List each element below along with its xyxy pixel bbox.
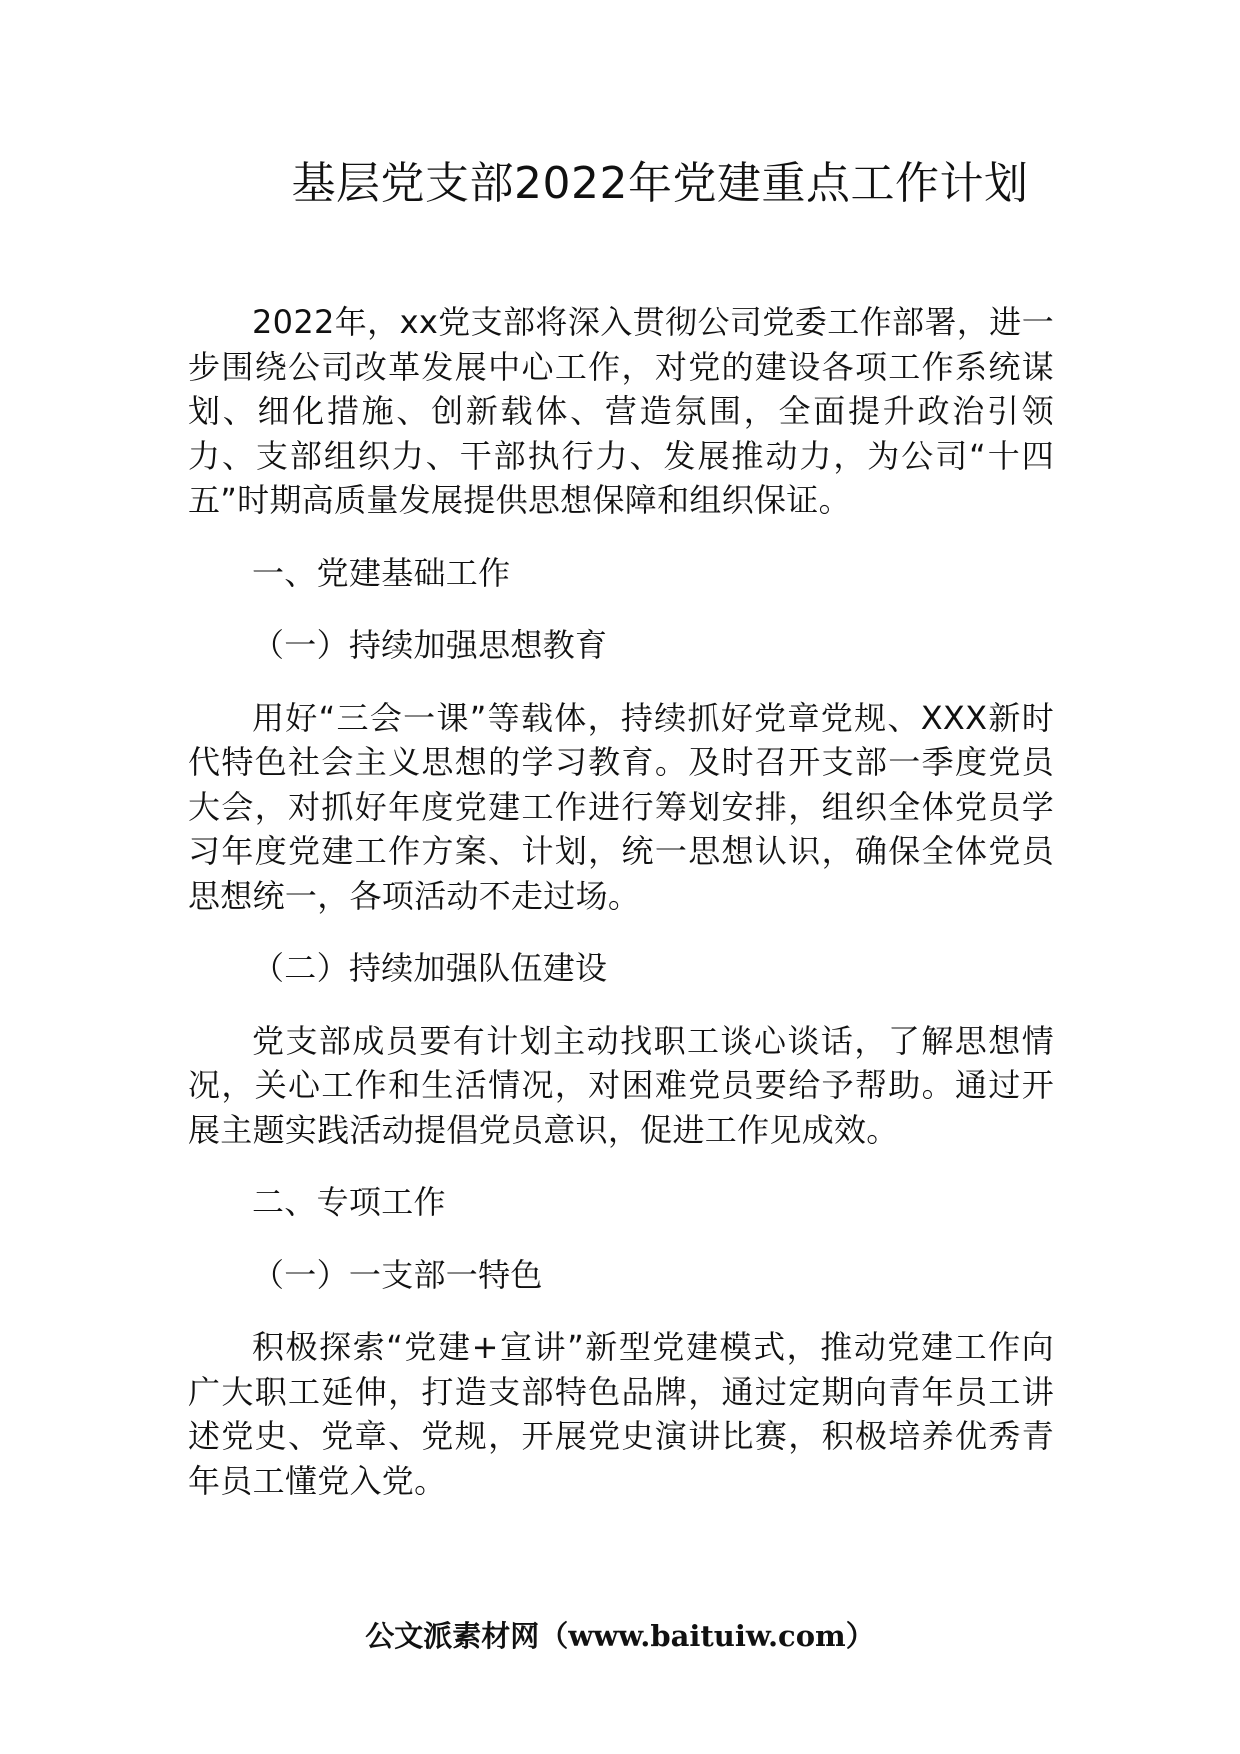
subsection-heading-team-building: （二）持续加强队伍建设 <box>252 949 608 987</box>
subsection-heading-branch-feature: （一）一支部一特色 <box>252 1255 543 1294</box>
ideology-education-paragraph: 用好“三会一课”等载体，持续抓好党章党规、XXX新时代特色社会主义思想的学习教育。及时召开支部一季度党员大会，对抓好年度党建工作进行筹划安排，组织全体党员学习年度党建工作方案、计划，统一思想认识，确保全体党员思想统一，各项活动不走过场。 <box>188 698 1054 915</box>
subsection-heading-ideology-education: （一）持续加强思想教育 <box>252 626 608 664</box>
section-heading-basic-work: 一、党建基础工作 <box>252 553 511 592</box>
footer-watermark: 公文派素材网（www.baituiw.com） <box>365 1619 875 1653</box>
team-building-paragraph: 党支部成员要有计划主动找职工谈心谈话，了解思想情况，关心工作和生活情况，对困难党员要给予帮助。通过开展主题实践活动提倡党员意识，促进工作见成效。 <box>188 1021 1054 1149</box>
branch-feature-paragraph: 积极探索“党建+宣讲”新型党建模式，推动党建工作向广大职工延伸，打造支部特色品牌，通过定期向青年员工讲述党史、党章、党规，开展党史演讲比赛，积极培养优秀青年员工懂党入党。 <box>188 1328 1054 1500</box>
document-title: 基层党支部2022年党建重点工作计划 <box>291 158 1029 209</box>
intro-paragraph: 2022年，xx党支部将深入贯彻公司党委工作部署，进一步围绕公司改革发展中心工作，对党的建设各项工作系统谋划、细化措施、创新载体、营造氛围，全面提升政治引领力、支部组织力、干部执行力、发展推动力，为公司“十四五”时期高质量发展提供思想保障和组织保证。 <box>188 303 1054 519</box>
document-body <box>188 300 1054 1503</box>
section-heading-special-work: 二、专项工作 <box>252 1183 446 1221</box>
